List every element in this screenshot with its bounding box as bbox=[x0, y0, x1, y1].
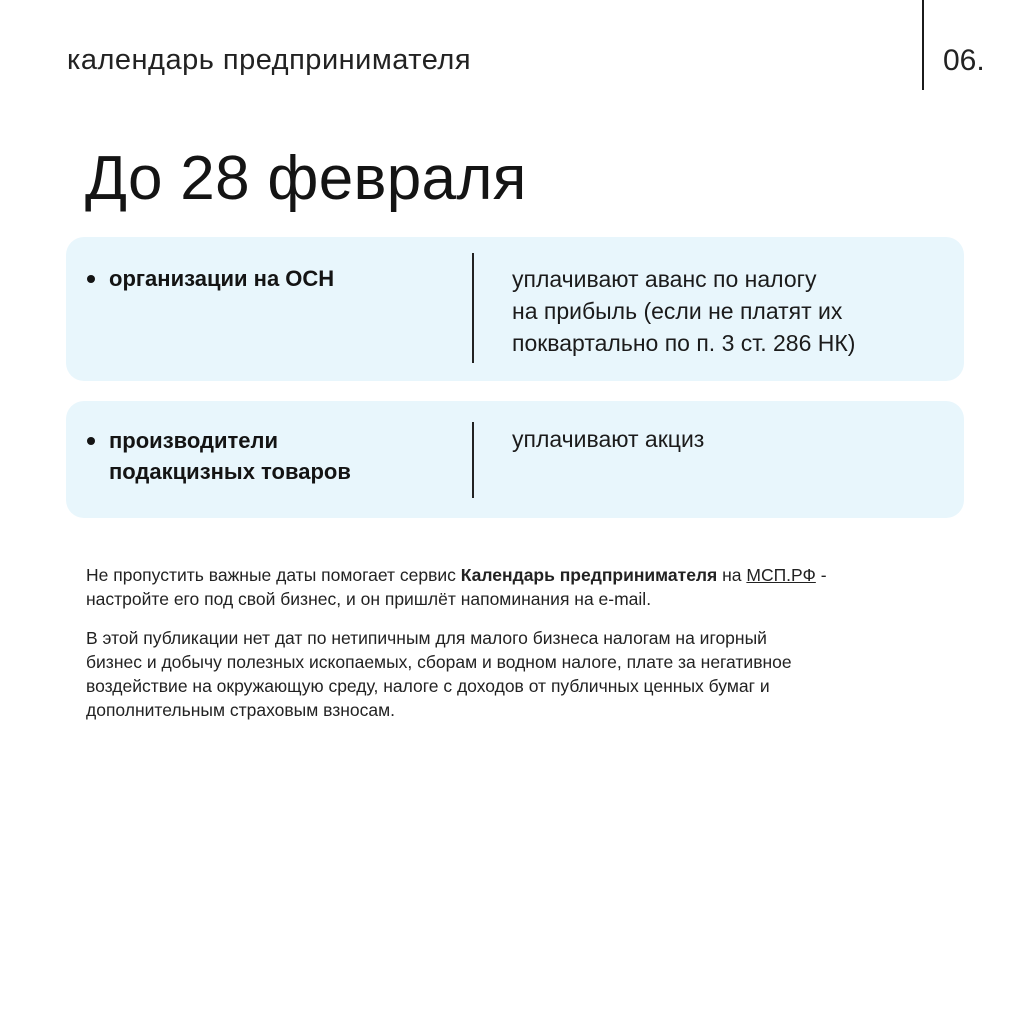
info-card bbox=[66, 237, 964, 381]
card-subject-line: подакцизных товаров bbox=[109, 459, 351, 484]
card-action-line: уплачивают аванс по налогу bbox=[512, 266, 817, 292]
note-line: бизнес и добычу полезных ископаемых, сборам и водном налоге, плате за негативное bbox=[86, 652, 792, 672]
card-action-line: поквартально по п. 3 ст. 286 НК) bbox=[512, 330, 856, 356]
note-line: дополнительным страховым взносам. bbox=[86, 700, 396, 720]
note-line: настройте его под свой бизнес, и он пришлёт напоминания на e-mail. bbox=[86, 589, 652, 609]
card-action-line: на прибыль (если не платят их bbox=[512, 298, 843, 324]
card-subject bbox=[109, 425, 351, 487]
bullet-icon bbox=[87, 275, 95, 283]
card-subject bbox=[109, 263, 334, 294]
card-subject-line: организации на ОСН bbox=[109, 266, 335, 291]
header-title: календарь предпринимателя bbox=[67, 44, 472, 76]
card-divider bbox=[472, 253, 474, 363]
info-card bbox=[66, 401, 964, 518]
note-text: - bbox=[815, 565, 827, 585]
note-line bbox=[86, 563, 946, 587]
card-subject-line: производители bbox=[109, 428, 279, 453]
card-action-line: уплачивают акциз bbox=[512, 426, 705, 452]
page-title: До 28 февраля bbox=[85, 144, 527, 213]
card-action bbox=[512, 263, 855, 359]
service-note bbox=[86, 563, 946, 611]
msp-link[interactable]: МСП.РФ bbox=[746, 565, 816, 585]
page-number: 06. bbox=[943, 44, 985, 77]
disclaimer-note bbox=[86, 626, 946, 722]
bullet-icon bbox=[87, 437, 95, 445]
card-action bbox=[512, 423, 704, 455]
note-line: воздействие на окружающую среду, налоге с доходов от публичных ценных бумаг и bbox=[86, 676, 770, 696]
note-text: на bbox=[717, 565, 747, 585]
card-divider bbox=[472, 422, 474, 498]
note-text: Не пропустить важные даты помогает сервис bbox=[86, 565, 461, 585]
note-line: В этой публикации нет дат по нетипичным для малого бизнеса налогам на игорный bbox=[86, 628, 767, 648]
header-divider bbox=[922, 0, 924, 90]
service-name: Календарь предпринимателя bbox=[460, 565, 718, 585]
